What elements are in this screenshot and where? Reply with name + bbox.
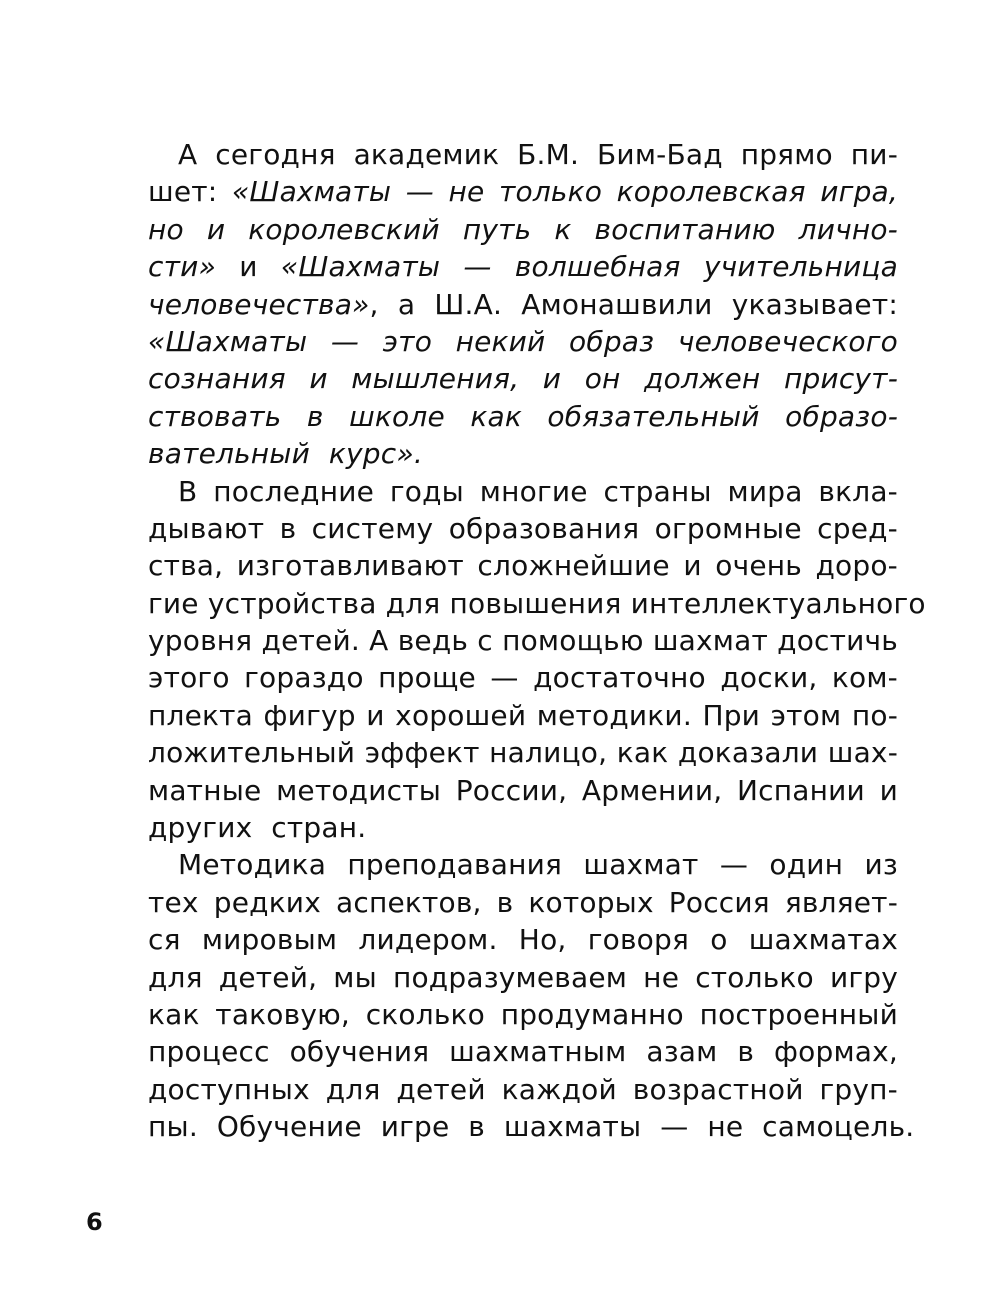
quote-text: сти» (148, 250, 216, 284)
quote-text: но и королевский путь к воспитанию лично- (148, 212, 898, 246)
text-line (148, 846, 898, 883)
body-text: ся мировым лидером. Но, говоря о шахматах (148, 923, 898, 957)
text-line (148, 547, 898, 584)
body-text: для детей, мы подразумеваем не столько игру (148, 960, 898, 994)
body-text: как таковую, сколько продуманно построенный (148, 997, 898, 1031)
text-line (148, 996, 898, 1033)
body-text: дывают в систему образования огромные сред- (148, 511, 898, 545)
body-text: этого гораздо проще — достаточно доски, ком- (148, 661, 898, 695)
quote-text: ствовать в школе как обязательный образо- (148, 399, 898, 433)
body-text: А сегодня академик Б.М. Бим-Бад прямо пи- (178, 138, 898, 171)
text-line (148, 435, 898, 472)
text-line (148, 473, 898, 510)
quote-text: человечества» (148, 287, 370, 321)
text-line (148, 360, 898, 397)
body-text: доступных для детей каждой возрастной груп- (148, 1072, 898, 1106)
text-line (148, 959, 898, 996)
text-line (148, 697, 898, 734)
text-line (148, 173, 898, 210)
text-line (148, 510, 898, 547)
body-text: и (215, 250, 281, 284)
body-text: ложительный эффект налицо, как доказали шах- (148, 736, 898, 770)
body-text: других стран. (148, 811, 367, 845)
text-line (148, 1071, 898, 1108)
body-text: пы. Обучение игре в шахматы — не самоцель. (148, 1110, 915, 1144)
paragraph (148, 846, 915, 1145)
body-text: уровня детей. А ведь с помощью шахмат достичь (148, 624, 898, 658)
text-line (148, 809, 898, 846)
body-text: гие устройства для повышения интеллектуального (148, 586, 926, 620)
text-line (148, 286, 898, 323)
body-text: матные методисты России, Армении, Испании и (148, 773, 898, 807)
body-text: процесс обучения шахматным азам в формах, (148, 1035, 898, 1069)
text-line (148, 659, 898, 696)
paragraph (148, 136, 898, 473)
text-line (148, 921, 898, 958)
quote-text: вательный курс». (148, 437, 423, 471)
paragraph (148, 473, 926, 847)
text-line (148, 323, 898, 360)
body-text: Методика преподавания шахмат — один из (178, 848, 898, 882)
text-line (148, 1033, 898, 1070)
body-text: , а Ш.А. Амонашвили указывает: (369, 287, 898, 321)
body-text: В последние годы многие страны мира вкла- (178, 474, 898, 508)
body-text: шет: (148, 175, 232, 209)
text-line (148, 248, 898, 285)
text-line (148, 884, 898, 921)
body-text: ства, изготавливают сложнейшие и очень доро- (148, 549, 898, 583)
text-line (148, 211, 898, 248)
text-line (148, 772, 898, 809)
text-line (148, 1108, 915, 1145)
text-line (148, 622, 898, 659)
text-line (148, 585, 926, 622)
text-line (148, 136, 898, 173)
text-line (148, 398, 898, 435)
paragraph-container (148, 136, 926, 1146)
body-text: тех редких аспектов, в которых Россия являет- (148, 885, 898, 919)
page-body (148, 136, 926, 1146)
page-number: 6 (86, 1208, 103, 1236)
quote-text: «Шахматы — это некий образ человеческого (148, 324, 898, 358)
body-text: плекта фигур и хорошей методики. При этом по- (148, 698, 898, 732)
quote-text: сознания и мышления, и он должен присут- (148, 362, 898, 396)
text-line (148, 734, 898, 771)
quote-text: «Шахматы — волшебная учительница (280, 250, 899, 284)
quote-text: «Шахматы — не только королевская игра, (231, 175, 898, 209)
